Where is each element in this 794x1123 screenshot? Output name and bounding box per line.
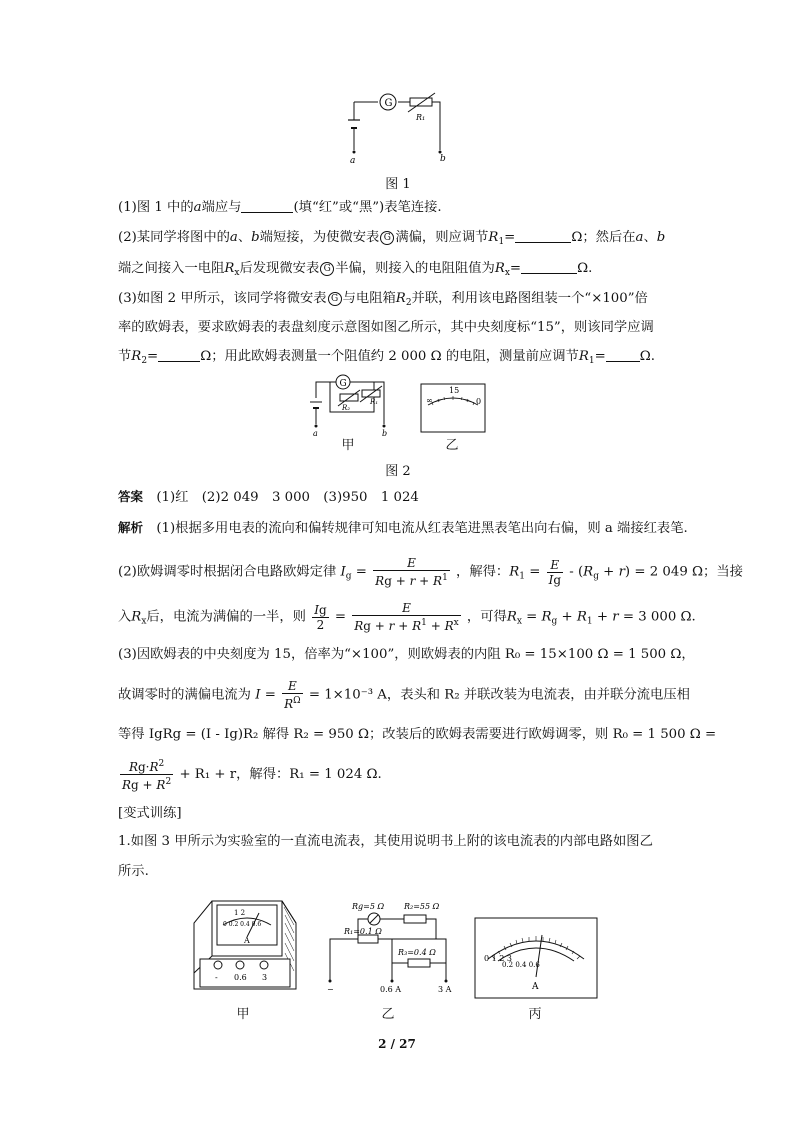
svg-text:0 1 2 3: 0 1 2 3 (484, 954, 512, 963)
galvanometer-icon: G (320, 262, 334, 276)
svg-text:Rg=5 Ω: Rg=5 Ω (352, 902, 385, 911)
svg-text:b: b (382, 429, 388, 438)
variant-q1-line-1: 1.如图 3 甲所示为实验室的一直流电流表，其使用说明书上附的该电流表的内部电路如图乙 (118, 834, 653, 849)
svg-text:3: 3 (262, 973, 268, 982)
answer-blank[interactable] (158, 347, 200, 362)
svg-text:0 0.2 0.4 0.6: 0 0.2 0.4 0.6 (223, 921, 262, 928)
analysis-p7: $\frac{Rg\cdot R^2}{Rg + R^2}$ + R₁ + r，解得：R₁ = 1 024 Ω. (122, 759, 382, 792)
analysis-p3: 入$R_x$后，电流为满偏的一半，则 $\frac{Ig}{2}$ = $\frac{E}{Rg + r + R^1 + R^x}$ ，可得$R_x = R_g + R_1 + r = 3$ 000 Ω. (118, 601, 696, 633)
figure-3-caption-yi: 乙 (381, 1007, 395, 1022)
figure-1-caption: 图 1 (385, 177, 411, 192)
answer-blank[interactable] (515, 228, 571, 243)
answer-blank[interactable] (241, 198, 293, 213)
variant-heading: [变式训练] (118, 806, 182, 821)
figure-3-dial (474, 917, 598, 999)
svg-text:3 A: 3 A (438, 985, 452, 993)
answer-blank[interactable] (521, 259, 577, 274)
question-3-line-1: (3)如图 2 甲所示，该同学将微安表 G 与电阻箱$R_2$并联，利用该电路图组装一个“×100”倍 (118, 291, 648, 308)
analysis-p4: (3)因欧姆表的中央刻度为 15，倍率为“×100”，则欧姆表的内阻 R₀ = 15×100 Ω = 1 500 Ω， (118, 647, 695, 662)
figure-2-right-caption: 乙 (445, 438, 459, 453)
svg-text:0.6: 0.6 (234, 973, 247, 982)
svg-text:R₁: R₁ (370, 398, 379, 406)
analysis-p5: 故调零时的满偏电流为 I = $\frac{E}{R^\Omega}$ = 1×10⁻³ A，表头和 R₂ 并联改装为电流表，由并联分流电压相 (118, 679, 690, 711)
analysis-p2: (2)欧姆调零时根据闭合电路欧姆定律 $I_g$ = $\frac{E}{Rg + r + R^1}$ ，解得：$R_1$ = $\frac{E}{Ig}$ - $(R_g + r) = 2$ 049 Ω；当接 (118, 556, 743, 588)
question-3-line-2: 率的欧姆表，要求欧姆表的表盘刻度示意图如图乙所示，其中央刻度标“15”，则该同学应调 (118, 320, 654, 335)
svg-text:A: A (532, 982, 539, 992)
svg-text:a: a (313, 429, 318, 438)
figure-1-circuit (340, 90, 460, 165)
svg-text:a: a (350, 156, 356, 165)
svg-text:∞: ∞ (426, 396, 433, 405)
svg-text:0.2 0.4 0.6: 0.2 0.4 0.6 (502, 961, 540, 969)
question-1: (1)图 1 中的a端应与 (填“红”或“黑”)表笔连接. (118, 200, 442, 215)
answer-blank[interactable] (606, 347, 640, 362)
analysis-p1: 解析 (1)根据多用电表的流向和偏转规律可知电流从红表笔进黑表笔出向右偏，则 a 端接红表笔. (118, 520, 688, 536)
svg-text:b: b (440, 154, 446, 164)
svg-text:A: A (244, 936, 250, 945)
svg-text:1 2: 1 2 (234, 909, 246, 917)
variant-q1-line-2: 所示. (118, 864, 149, 879)
galvanometer-icon: G (328, 292, 342, 306)
figure-3-circuit (318, 893, 458, 993)
svg-text:R₃=0.4 Ω: R₃=0.4 Ω (398, 948, 436, 957)
svg-text:R₂=55 Ω: R₂=55 Ω (404, 902, 440, 911)
svg-text:R₁: R₁ (416, 113, 426, 122)
figure-3-ammeter-device (190, 893, 300, 993)
figure-2-left-caption: 甲 (341, 438, 355, 453)
figure-2-caption: 图 2 (385, 464, 411, 479)
figure-2-ohmmeter-dial (420, 383, 486, 433)
galvanometer-symbol: G (384, 98, 393, 109)
figure-3-caption-jia: 甲 (236, 1007, 250, 1022)
svg-text:G: G (339, 379, 347, 389)
question-2-line-1: (2)某同学将图中的a、b端短接，为使微安表 G 满偏，则应调节$R_1= \Omega$；然后在a、b (118, 230, 666, 247)
svg-text:0.6 A: 0.6 A (380, 985, 402, 993)
svg-text:15: 15 (449, 386, 460, 395)
svg-text:-: - (215, 973, 218, 982)
svg-text:−: − (327, 985, 334, 993)
question-2-line-2: 端之间接入一电阻$R_x$后发现微安表 G 半偏，则接入的电阻阻值为$R_x= \Omega$. (118, 261, 593, 278)
answer-line: 答案 (1)红 (2)2 049 3 000 (3)950 1 024 (118, 489, 419, 505)
svg-text:R₁=0.1 Ω: R₁=0.1 Ω (344, 927, 382, 936)
svg-text:R₂: R₂ (342, 404, 351, 412)
galvanometer-icon: G (380, 231, 394, 245)
page-number: 2 / 27 (378, 1037, 416, 1051)
svg-text:0: 0 (476, 397, 482, 406)
question-3-line-3: 节$R_2= \Omega$；用此欧姆表测量一个阻值约 2 000 Ω 的电阻，测量前应调节$R_1= \Omega$. (118, 349, 655, 366)
analysis-p6: 等得 IgRg = (I - Ig)R₂ 解得 R₂ = 950 Ω；改装后的欧姆表需要进行欧姆调零，则 R₀ = 1 500 Ω = (118, 727, 717, 742)
figure-3-caption-bing: 丙 (528, 1007, 542, 1022)
